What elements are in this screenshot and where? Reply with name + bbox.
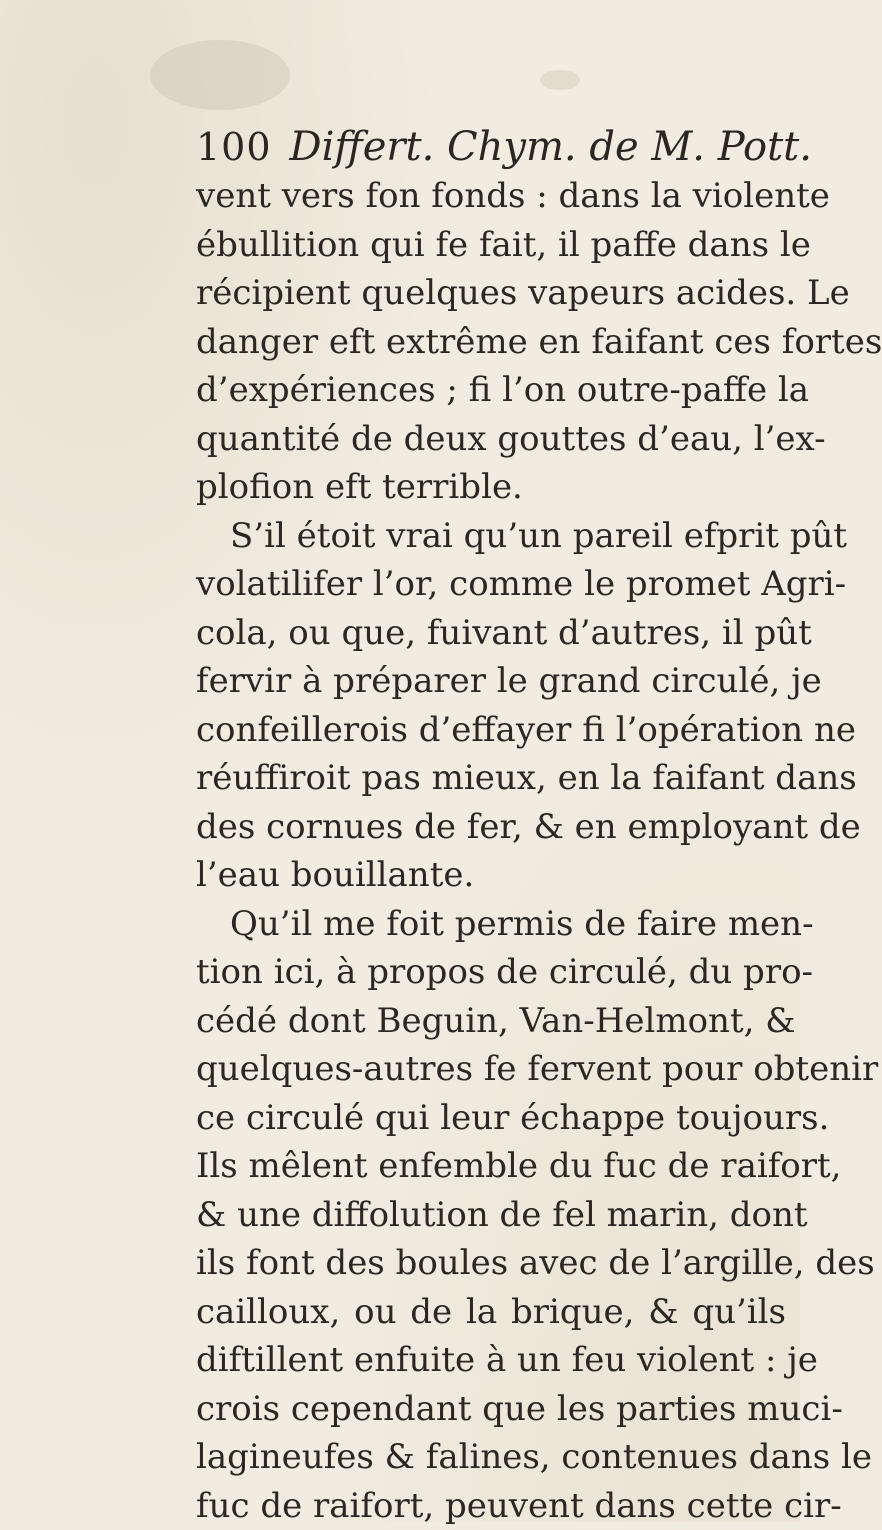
text-line: Qu’il me foit permis de faire men- (196, 900, 786, 949)
text-line: ce circulé qui leur échappe toujours. (196, 1094, 786, 1143)
text-line: fervir à préparer le grand circulé, je (196, 657, 786, 706)
text-line: récipient quelques vapeurs acides. Le (196, 269, 786, 318)
text-line: danger eft extrême en faifant ces fortes (196, 318, 786, 367)
text-line: crois cependant que les parties muci- (196, 1385, 786, 1434)
text-line: réuffiroit pas mieux, en la faifant dans (196, 754, 786, 803)
text-line: plofion eft terrible. (196, 463, 786, 512)
text-line: cailloux, ou de la brique, & qu’ils (196, 1288, 786, 1337)
text-line: fuc de raifort, peuvent dans cette cir- (196, 1482, 786, 1530)
page-number: 100 (196, 125, 272, 169)
text-line: quelques-autres fe fervent pour obtenir (196, 1045, 786, 1094)
paper-stain (150, 40, 290, 110)
text-line: diftillent enfuite à un feu violent : je (196, 1336, 786, 1385)
text-line: des cornues de fer, & en employant de (196, 803, 786, 852)
text-line: ils font des boules avec de l’argille, des (196, 1239, 786, 1288)
running-title: Differt. Chym. de M. Pott. (290, 124, 812, 170)
text-line: confeillerois d’effayer fi l’opération ne (196, 706, 786, 755)
text-line: vent vers fon fonds : dans la violente (196, 172, 786, 221)
text-line: ébullition qui fe fait, il paffe dans le (196, 221, 786, 270)
text-line: d’expériences ; fi l’on outre-paffe la (196, 366, 786, 415)
text-line: tion ici, à propos de circulé, du pro- (196, 948, 786, 997)
text-line: & une diffolution de fel marin, dont (196, 1191, 786, 1240)
paper-stain (540, 70, 580, 90)
text-line: S’il étoit vrai qu’un pareil efprit pût (196, 512, 786, 561)
text-line: l’eau bouillante. (196, 851, 786, 900)
text-line: Ils mêlent enfemble du fuc de raifort, (196, 1142, 786, 1191)
text-line: lagineufes & falines, contenues dans le (196, 1433, 786, 1482)
text-line: volatilifer l’or, comme le promet Agri- (196, 560, 786, 609)
page-header (196, 124, 812, 174)
text-line: cédé dont Beguin, Van-Helmont, & (196, 997, 786, 1046)
text-line: cola, ou que, fuivant d’autres, il pût (196, 609, 786, 658)
body-text (196, 172, 786, 1530)
text-line: quantité de deux gouttes d’eau, l’ex- (196, 415, 786, 464)
